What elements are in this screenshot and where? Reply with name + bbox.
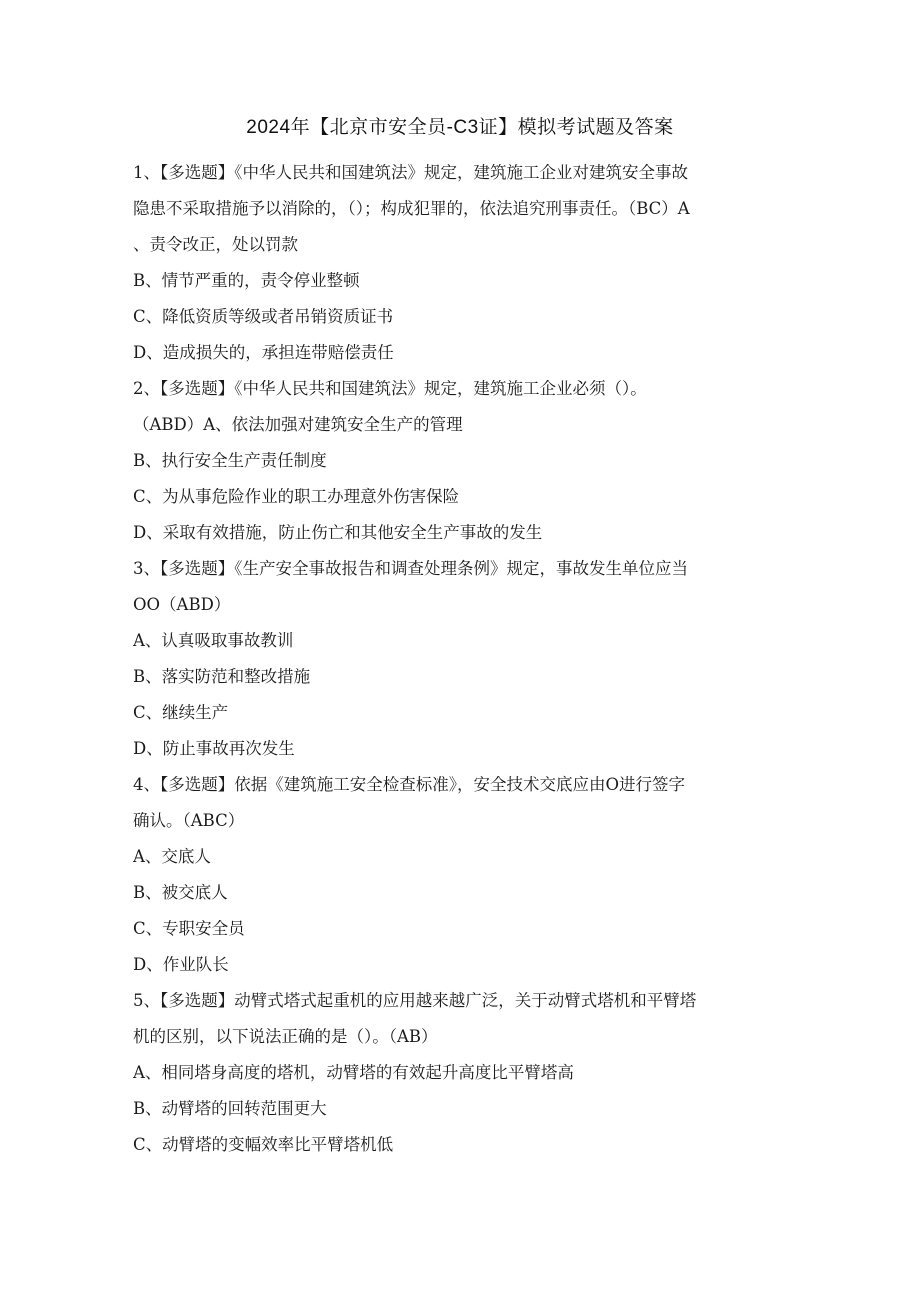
text-line: 1、【多选题】《中华人民共和国建筑法》规定，建筑施工企业对建筑安全事故 (133, 163, 688, 182)
text-line: 、责令改正，处以罚款 (133, 235, 298, 254)
text-line: C、降低资质等级或者吊销资质证书 (133, 307, 394, 326)
text-line: C、为从事危险作业的职工办理意外伤害保险 (133, 487, 460, 506)
text-line: B、落实防范和整改措施 (133, 667, 311, 686)
text-line: B、执行安全生产责任制度 (133, 451, 327, 470)
text-line: 2、【多选题】《中华人民共和国建筑法》规定，建筑施工企业必须（）。 (133, 379, 647, 398)
text-line: （ABD）A、依法加强对建筑安全生产的管理 (133, 415, 463, 434)
text-line: A、相同塔身高度的塔机，动臂塔的有效起升高度比平臂塔高 (133, 1063, 574, 1082)
text-line: D、采取有效措施，防止伤亡和其他安全生产事故的发生 (133, 523, 543, 542)
text-line: C、动臂塔的变幅效率比平臂塔机低 (133, 1135, 394, 1154)
text-line: D、造成损失的，承担连带赔偿责任 (133, 343, 394, 362)
text-line: B、动臂塔的回转范围更大 (133, 1099, 327, 1118)
text-line: 确认。（ABC） (133, 811, 245, 830)
text-line: C、专职安全员 (133, 919, 245, 938)
text-line: B、被交底人 (133, 883, 228, 902)
text-line: B、情节严重的，责令停业整顿 (133, 271, 360, 290)
text-line: 机的区别，以下说法正确的是（）。（AB） (133, 1027, 438, 1046)
text-line: 4、【多选题】依据《建筑施工安全检查标准》，安全技术交底应由O进行签字 (133, 775, 686, 794)
text-line: 隐患不采取措施予以消除的，（）；构成犯罪的，依法追究刑事责任。（BC）A (133, 199, 690, 218)
text-line: A、交底人 (133, 847, 211, 866)
document-title: 2024年【北京市安全员-C3证】模拟考试题及答案 (246, 117, 674, 138)
text-line: 5、【多选题】动臂式塔式起重机的应用越来越广泛，关于动臂式塔机和平臂塔 (133, 991, 697, 1010)
document-body (133, 155, 783, 1163)
text-line: C、继续生产 (133, 703, 229, 722)
text-line: D、防止事故再次发生 (133, 739, 295, 758)
text-line: OO（ABD） (133, 595, 231, 614)
text-line: D、作业队长 (133, 955, 229, 974)
text-line: A、认真吸取事故教训 (133, 631, 294, 650)
text-line: 3、【多选题】《生产安全事故报告和调查处理条例》规定，事故发生单位应当 (133, 559, 688, 578)
